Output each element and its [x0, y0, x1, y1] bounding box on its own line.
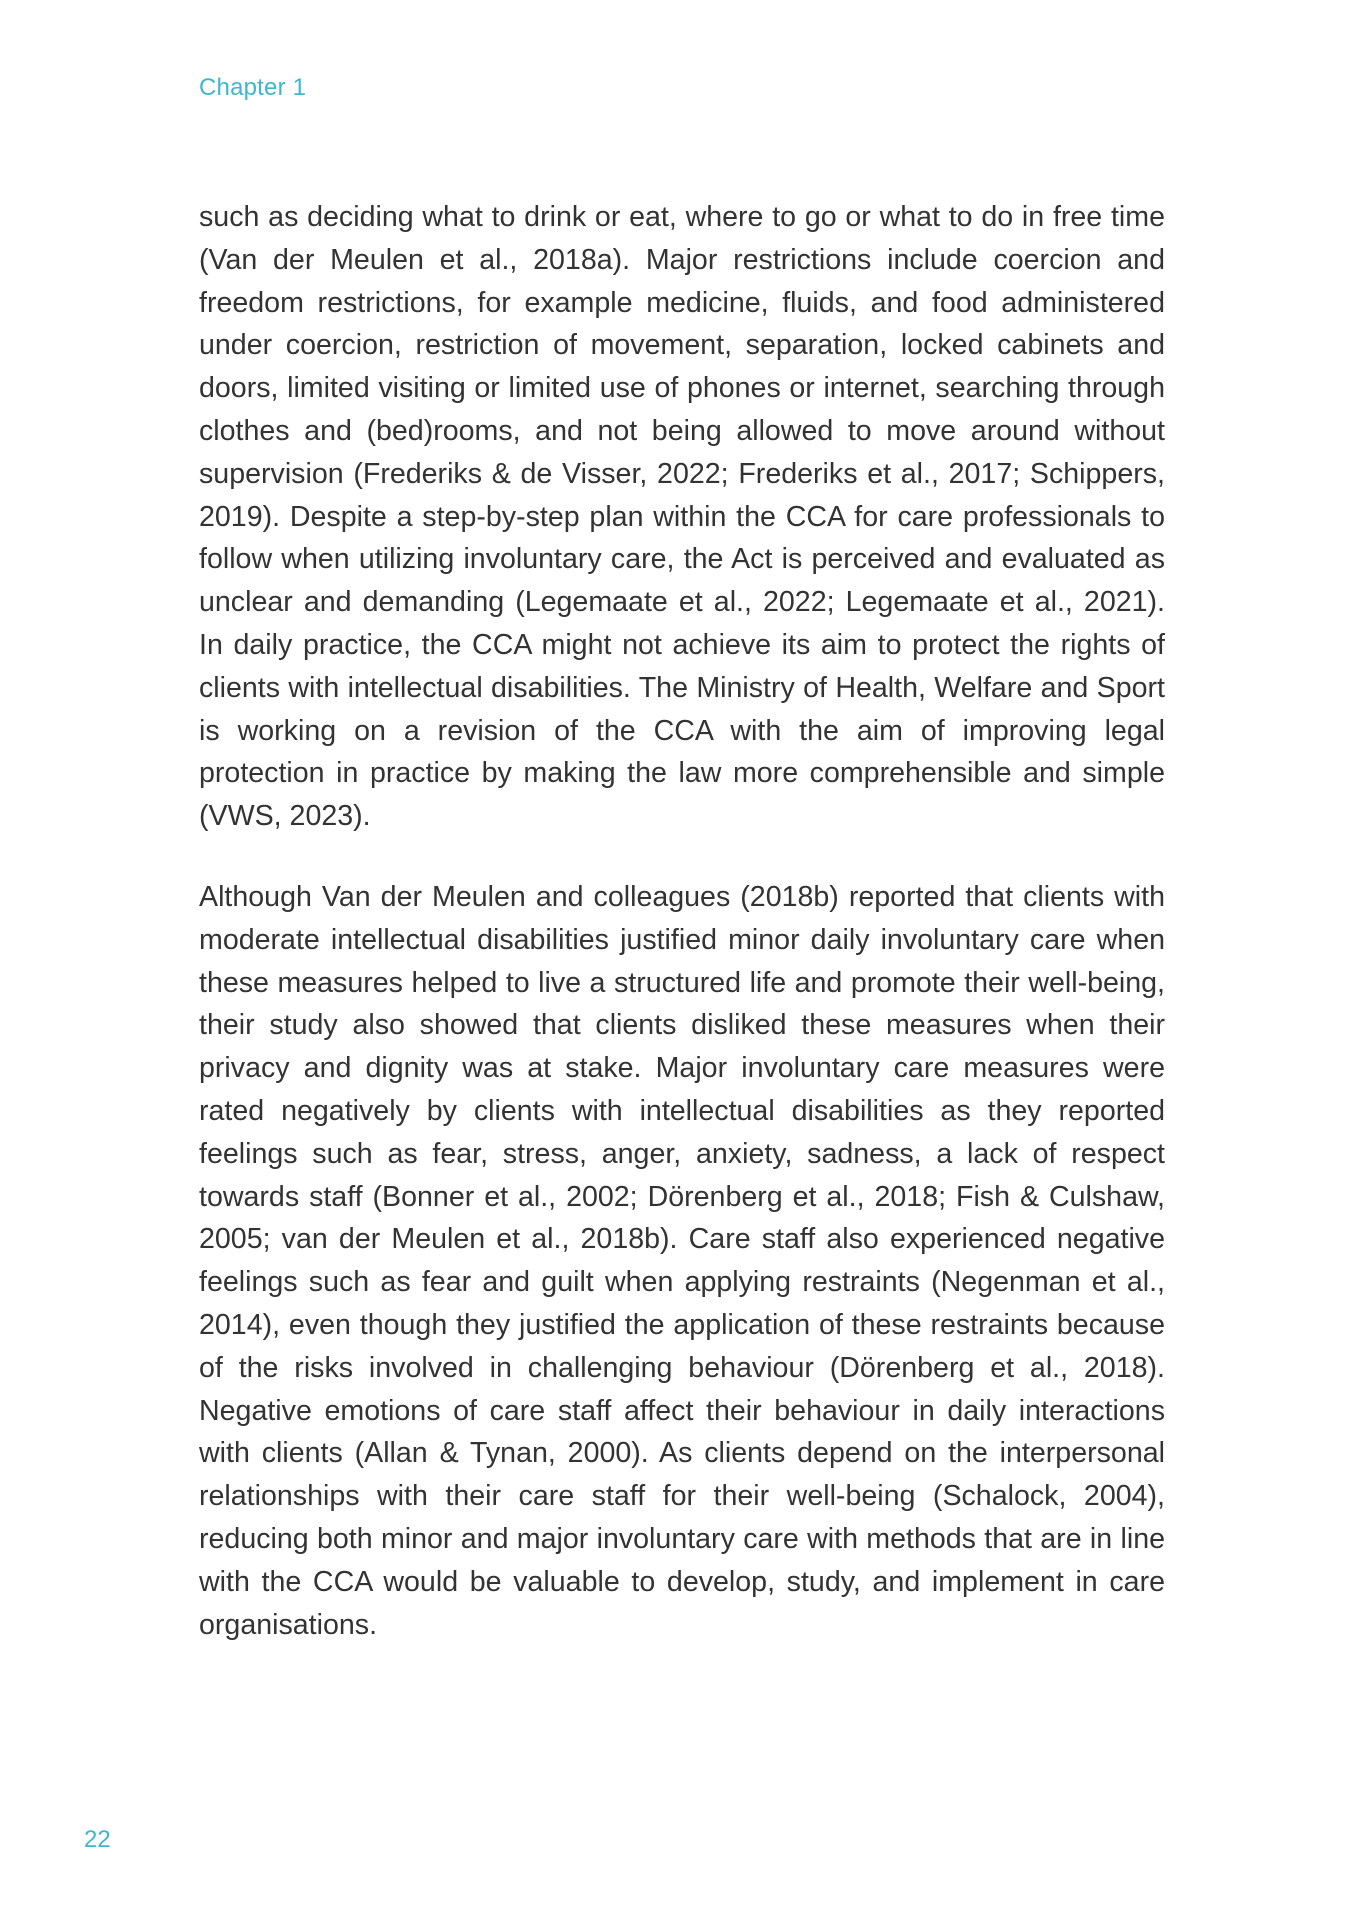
body-paragraph-2: Although Van der Meulen and colleagues (2018b) reported that clients with moderate intellectual disabilities justified minor daily involuntary care when these measures helped to live a structured life and promote their well-being, their study also showed that clients disliked these measures when their privacy and dignity was at stake. Major involuntary care measures were rated negatively by clients with intellectual disabilities as they reported feelings such as fear, stress, anger, anxiety, sadness, a lack of respect towards staff (Bonner et al., 2002; Dörenberg et al., 2018; Fish & Culshaw, 2005; van der Meulen et al., 2018b). Care staff also experienced negative feelings such as fear and guilt when applying restraints (Negenman et al., 2014), even though they justified the application of these restraints because of the risks involved in challenging behaviour (Dörenberg et al., 2018). Negative emotions of care staff affect their behaviour in daily interactions with clients (Allan & Tynan, 2000). As clients depend on the interpersonal relationships with their care staff for their well-being (Schalock, 2004), reducing both minor and major involuntary care with methods that are in line with the CCA would be valuable to develop, study, and implement in care organisations. [199, 881, 1165, 1641]
body-paragraph-1: such as deciding what to drink or eat, where to go or what to do in free time (Van der Meulen et al., 2018a). Major restrictions include coercion and freedom restrictions, for example medicine, fluids, and food administered under coercion, restriction of movement, separation, locked cabinets and doors, limited visiting or limited use of phones or internet, searching through clothes and (bed)rooms, and not being allowed to move around without supervision (Frederiks & de Visser, 2022; Frederiks et al., 2017; Schippers, 2019). Despite a step-by-step plan within the CCA for care professionals to follow when utilizing involuntary care, the Act is perceived and evaluated as unclear and demanding (Legemaate et al., 2022; Legemaate et al., 2021). In daily practice, the CCA might not achieve its aim to protect the rights of clients with intellectual disabilities. The Ministry of Health, Welfare and Sport is working on a revision of the CCA with the aim of improving legal protection in practice by making the law more comprehensible and simple (VWS, 2023). [199, 201, 1165, 833]
running-header-chapter: Chapter 1 [199, 74, 307, 101]
page-number: 22 [84, 1826, 111, 1853]
